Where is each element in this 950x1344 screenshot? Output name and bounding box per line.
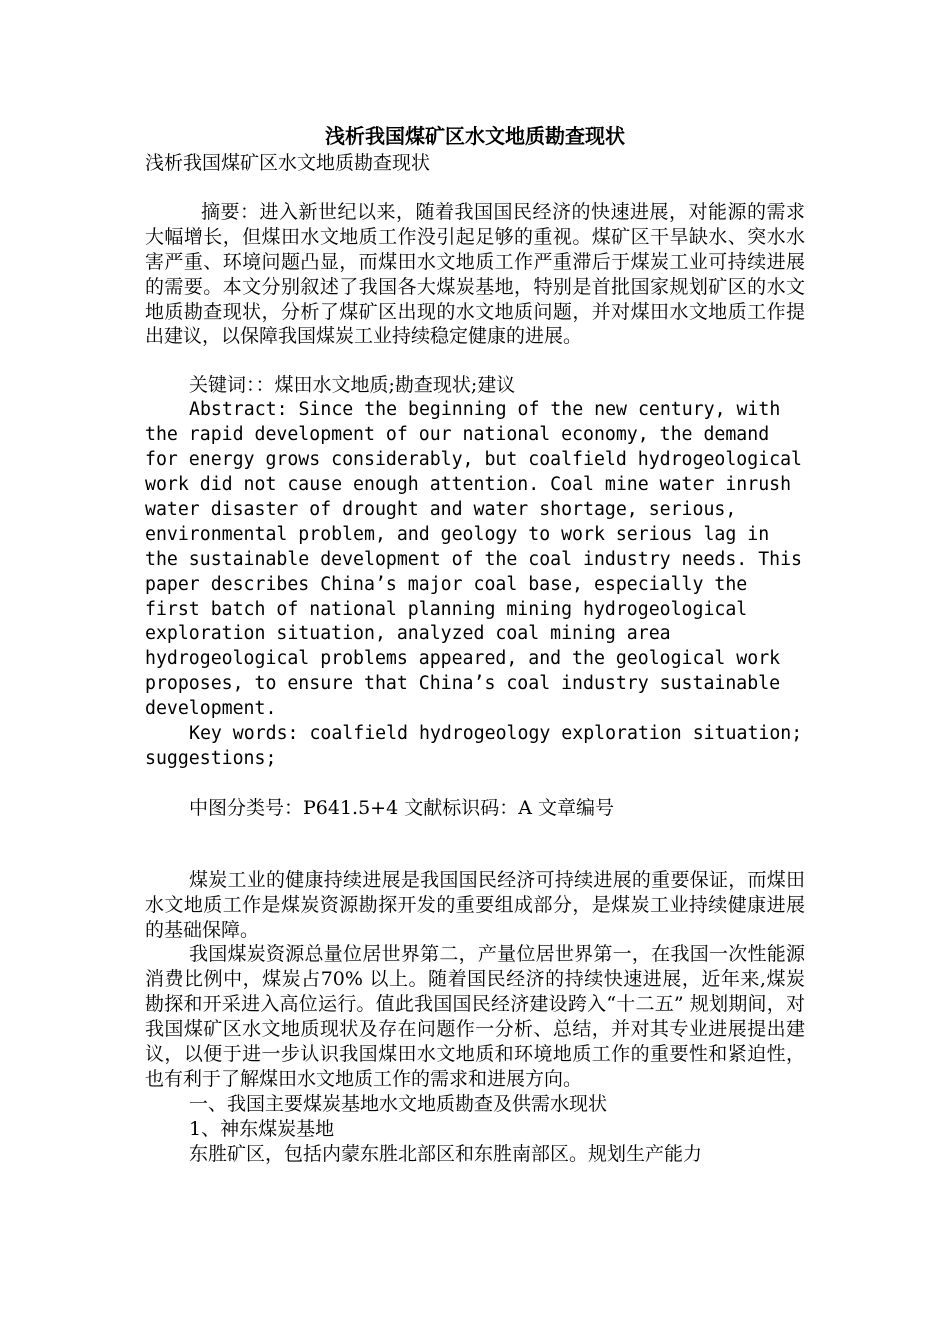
body-paragraph-3: 东胜矿区，包括内蒙东胜北部区和东胜南部区。规划生产能力 [189,1142,703,1165]
spacer [145,821,805,868]
body-paragraph-2: 我国煤炭资源总量位居世界第二，产量位居世界第一，在我国一次性能源消费比例中，煤炭占70% 以上。随着国民经济的持续快速进展，近年来,煤炭勘探和开采进入高位运行。值此我国国民经济建设跨入“十二五” 规划期间，对我国煤矿区水文地质现状及存在问题作一分析、总结，并对其专业进展提出建议，以便于进一步认识我国煤田水文地质和环境地质工作的重要性和紧迫性，也有利于了解煤田水文地质工作的需求和进展方向。 [145,943,805,1090]
abstract-en: Abstract: Since the beginning of the new century, with the rapid development of our national economy, the demand for energy grows considerably, but coalfield hydrogeological work did not cause enough attention. Coal mine water inrush water disaster of drought and water shortage, serious, environmental problem, and geology to work serious lag in the sustainable development of the coal industry needs. This paper describes China’s major coal base, especially the first batch of national planning mining hydrogeological exploration situation, analyzed coal mining area hydrogeological problems appeared, and the geological work proposes, to ensure that China’s coal industry sustainable development. [145,399,802,720]
body-paragraph-1: 煤炭工业的健康持续进展是我国国民经济可持续进展的重要保证，而煤田水文地质工作是煤炭资源勘探开发的重要组成部分，是煤炭工业持续健康进展的基础保障。 [145,868,805,941]
abstract-cn: 摘要：进入新世纪以来，随着我国国民经济的快速进展，对能源的需求大幅增长，但煤田水文地质工作没引起足够的重视。煤矿区干旱缺水、突水水害严重、环境问题凸显，而煤田水文地质工作严重滞后于煤炭工业可持续进展的需要。本文分别叙述了我国各大煤炭基地，特别是首批国家规划矿区的水文地质勘查现状，分析了煤矿区出现的水文地质问题，并对煤田水文地质工作提出建议，以保障我国煤炭工业持续稳定健康的进展。 [145,200,805,348]
keywords-en: Key words: coalfield hydrogeology exploration situation; suggestions; [145,723,803,769]
keywords-cn: 关键词：：煤田水文地质;勘查现状;建议 [189,374,516,397]
section-heading: 一、我国主要煤炭基地水文地质勘查及供需水现状 [189,1092,608,1115]
document-subtitle: 浅析我国煤矿区水文地质勘查现状 [145,152,431,174]
spacer [145,349,805,373]
document-page [145,123,805,1167]
document-title: 浅析我国煤矿区水文地质勘查现状 [325,124,625,148]
classification-line: 中图分类号：P641.5+4 文献标识码：A 文章编号 [189,796,614,819]
subsection-heading: 1、神东煤炭基地 [189,1117,335,1140]
spacer [145,176,805,200]
spacer [145,772,805,796]
